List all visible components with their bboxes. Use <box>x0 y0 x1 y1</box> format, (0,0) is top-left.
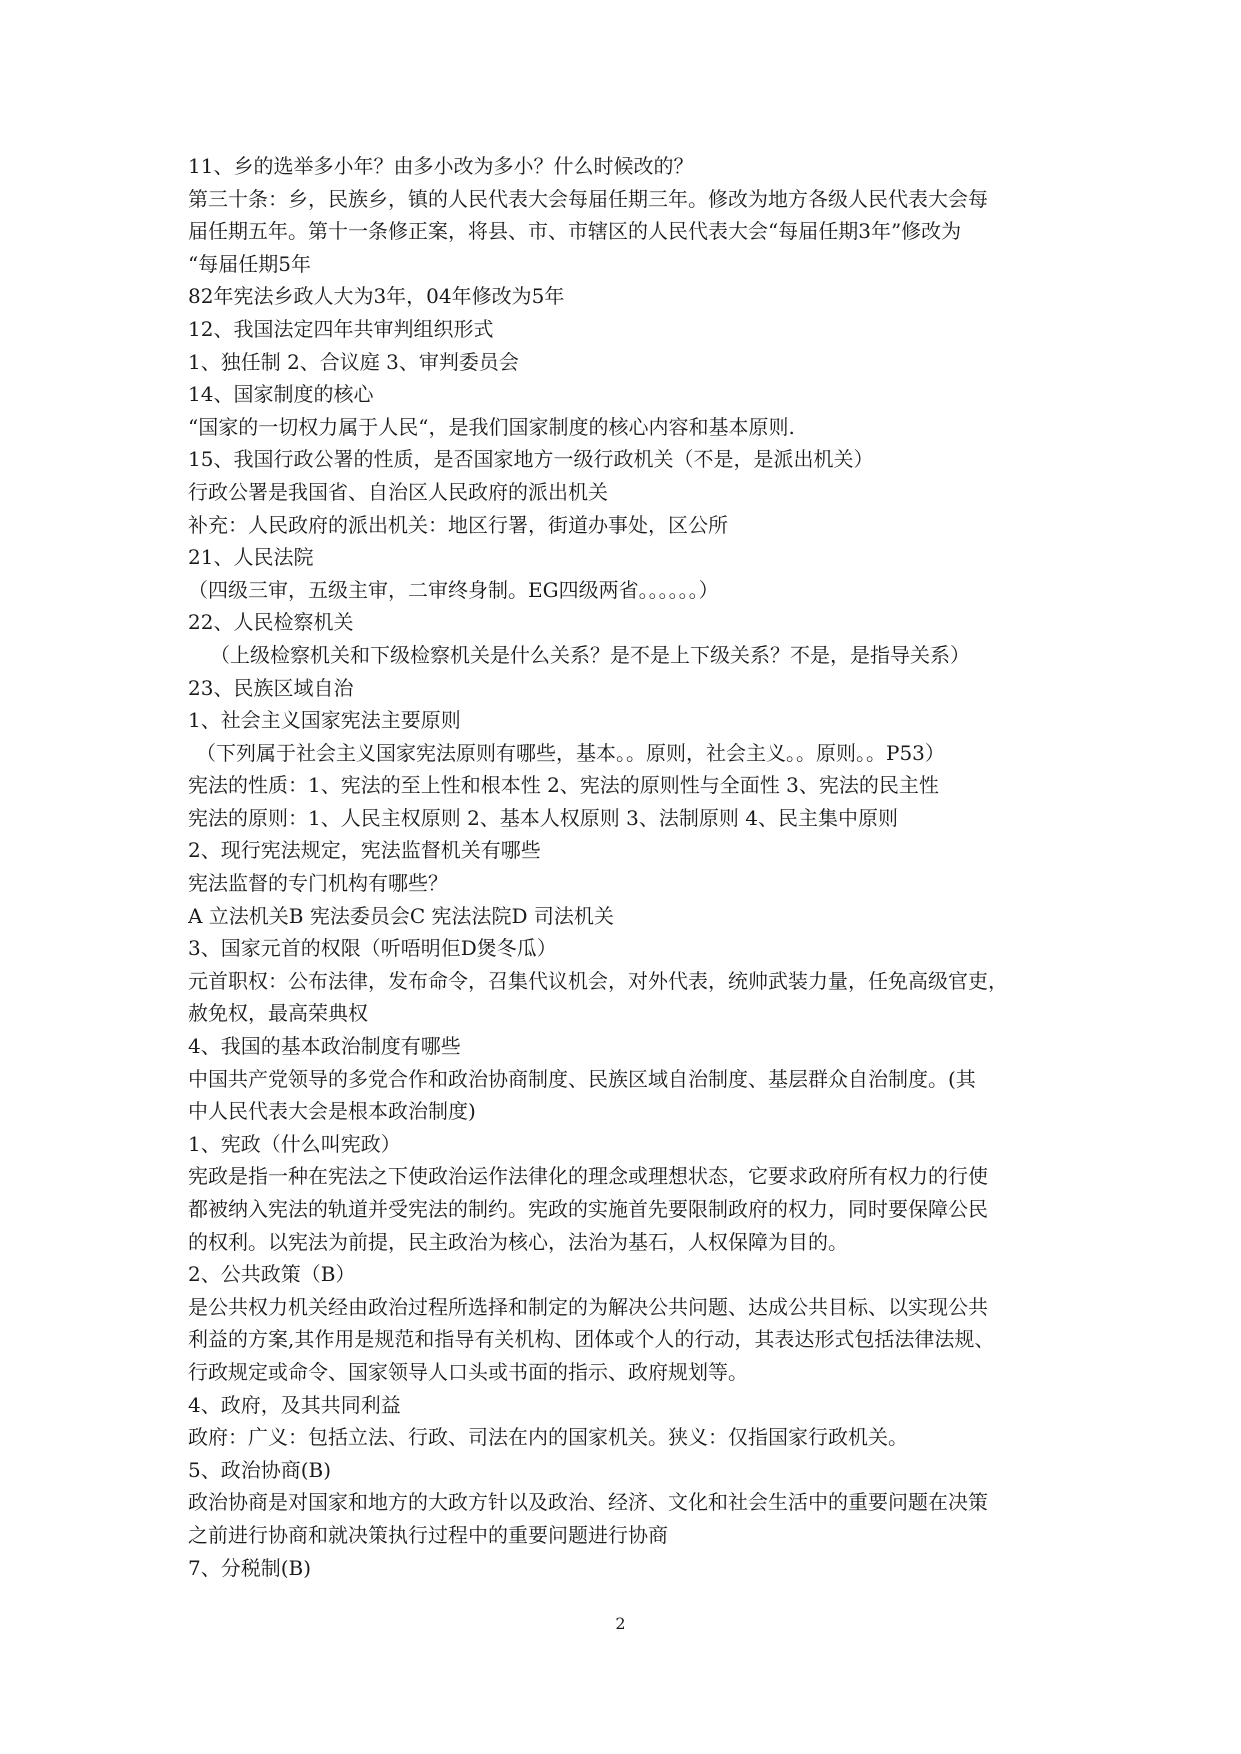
answer-line: A 立法机关B 宪法委员会C 宪法法院D 司法机关 <box>188 903 614 928</box>
answer-line: 1、独任制 2、合议庭 3、审判委员会 <box>188 349 519 374</box>
answer-line: （四级三审，五级主审，二审终身制。EG四级两省。。。。。。） <box>188 577 719 602</box>
answer-line: 是公共权力机关经由政治过程所选择和制定的为解决公共问题、达成公共目标、以实现公共 <box>188 1294 988 1319</box>
answer-line: （下列属于社会主义国家宪法原则有哪些，基本。。原则，社会主义。。原则。。P53） <box>196 740 945 765</box>
question-line: 5、政治协商(B) <box>188 1457 332 1482</box>
question-line: 1、社会主义国家宪法主要原则 <box>188 708 461 733</box>
answer-line: 行政公署是我国省、自治区人民政府的派出机关 <box>188 479 608 504</box>
answer-line: 届任期五年。第十一条修正案，将县、市、市辖区的人民代表大会“每届任期3年”修改为 <box>188 219 962 244</box>
answer-line: 中国共产党领导的多党合作和政治协商制度、民族区域自治制度、基层群众自治制度。(其 <box>188 1066 976 1091</box>
answer-line: 宪政是指一种在宪法之下使政治运作法律化的理念或理想状态，它要求政府所有权力的行使 <box>188 1164 988 1189</box>
answer-line: 宪法的性质：1、宪法的至上性和根本性 2、宪法的原则性与全面性 3、宪法的民主性 <box>188 773 939 798</box>
question-line: 15、我国行政公署的性质，是否国家地方一级行政机关（不是，是派出机关） <box>188 447 874 472</box>
answer-line: 行政规定或命令、国家领导人口头或书面的指示、政府规划等。 <box>188 1359 748 1384</box>
answer-line: 都被纳入宪法的轨道并受宪法的制约。宪政的实施首先要限制政府的权力，同时要保障公民 <box>188 1197 988 1221</box>
question-line: 2、现行宪法规定，宪法监督机关有哪些 <box>188 838 541 863</box>
answer-line: （上级检察机关和下级检察机关是什么关系？是不是上下级关系？不是，是指导关系） <box>210 642 970 667</box>
page-content <box>188 150 1068 1584</box>
question-line: 1、宪政（什么叫宪政） <box>188 1131 401 1156</box>
answer-line: 中人民代表大会是根本政治制度) <box>188 1099 476 1124</box>
question-line: 22、人民检察机关 <box>188 610 354 635</box>
question-line: 2、公共政策（B） <box>188 1262 356 1287</box>
answer-line: 利益的方案,其作用是规范和指导有关机构、团体或个人的行动，其表达形式包括法律法规、 <box>188 1327 995 1352</box>
page-number: 2 <box>615 1614 626 1633</box>
question-line: 12、我国法定四年共审判组织形式 <box>188 316 494 341</box>
answer-line: 补充：人民政府的派出机关：地区行署，街道办事处，区公所 <box>188 512 728 537</box>
answer-line: “国家的一切权力属于人民“，是我们国家制度的核心内容和基本原则. <box>188 414 795 439</box>
answer-line: 元首职权：公布法律，发布命令，召集代议机会，对外代表，统帅武装力量，任免高级官吏， <box>188 968 1008 993</box>
question-line: 4、我国的基本政治制度有哪些 <box>188 1034 461 1059</box>
answer-line: 82年宪法乡政人大为3年，04年修改为5年 <box>188 284 565 309</box>
answer-line: 赦免权，最高荣典权 <box>188 1001 368 1026</box>
question-line: 23、民族区域自治 <box>188 675 354 700</box>
question-line: 7、分税制(B) <box>188 1555 312 1580</box>
answer-line: 宪法监督的专门机构有哪些？ <box>188 871 448 896</box>
answer-line: 政治协商是对国家和地方的大政方针以及政治、经济、文化和社会生活中的重要问题在决策 <box>188 1490 988 1515</box>
answer-line: 第三十条：乡，民族乡，镇的人民代表大会每届任期三年。修改为地方各级人民代表大会每 <box>188 186 988 211</box>
question-line: 21、人民法院 <box>188 545 314 570</box>
answer-line: 宪法的原则：1、人民主权原则 2、基本人权原则 3、法制原则 4、民主集中原则 <box>188 805 898 830</box>
answer-line: 政府：广义：包括立法、行政、司法在内的国家机关。狭义：仅指国家行政机关。 <box>188 1425 908 1450</box>
question-line: 4、政府，及其共同利益 <box>188 1392 401 1417</box>
answer-line: “每届任期5年 <box>188 251 311 276</box>
question-line: 11、乡的选举多小年？由多小改为多小？什么时候改的？ <box>188 154 694 178</box>
answer-line: 的权利。以宪法为前提，民主政治为核心，法治为基石，人权保障为目的。 <box>188 1229 848 1254</box>
answer-line: 之前进行协商和就决策执行过程中的重要问题进行协商 <box>188 1522 668 1547</box>
question-line: 3、国家元首的权限（听唔明佢D煲冬瓜） <box>188 936 557 961</box>
question-line: 14、国家制度的核心 <box>188 382 374 407</box>
